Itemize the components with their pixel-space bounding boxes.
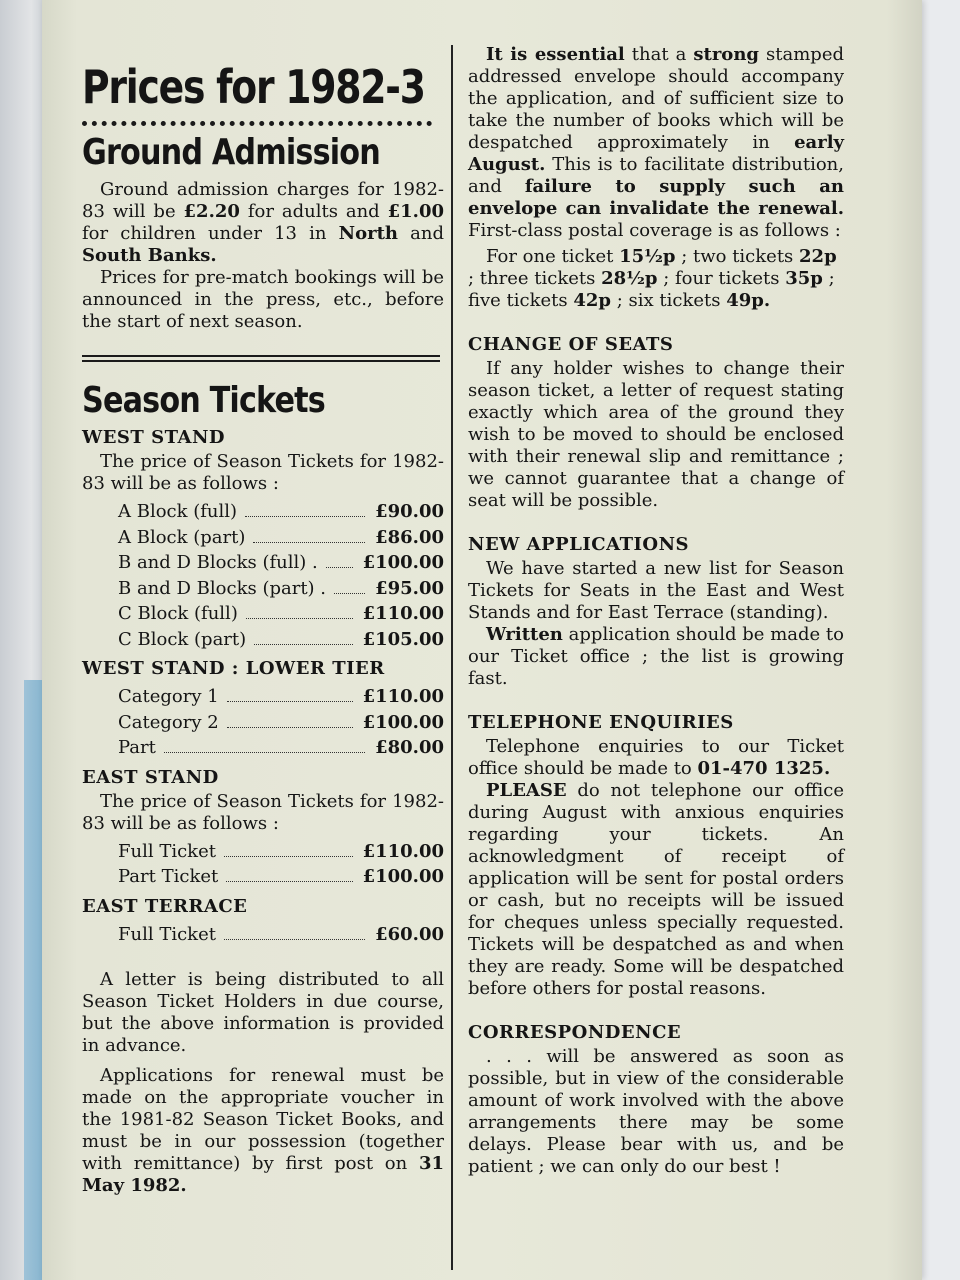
new-applications-heading: NEW APPLICATIONS [468,534,690,555]
telephone-enquiries-heading: TELEPHONE ENQUIRIES [468,712,734,733]
please-paragraph: PLEASE do not telephone our office during August with anxious enquiries regarding your tickets. An acknowledgment of receipt of application will be sent for postal orders or cash, but no receipts will be issued for cheques unless specially requested. Tickets will be despatched as and when they are ready. Some will be despatched before others for postal reasons. [468,780,844,999]
price-row: B and D Blocks (full) . £100.00 [118,552,444,574]
envelope-paragraph: It is essential that a strong stamped addressed envelope should accompany the application, and of sufficient size to take the number of books which will be despatched approximately in early August. This is to facilitate distribution, and failure to supply such an envelope can invalidate the renewal. First-class postal coverage is as follows : [468,44,844,241]
price-row: Full Ticket £60.00 [118,923,444,945]
price-row: Category 2 £100.00 [118,711,444,733]
west-stand-price-list [118,499,444,652]
east-terrace-heading: EAST TERRACE [82,895,248,917]
pre-match-paragraph: Prices for pre-match bookings will be announced in the press, etc., before the start of next season. [82,266,444,332]
right-column [468,44,844,1178]
telephone-paragraph: Telephone enquiries to our Ticket office should be made to 01-470 1325. [468,736,844,779]
change-of-seats-heading: CHANGE OF SEATS [468,334,674,355]
ground-admission-paragraph: Ground admission charges for 1982-83 will be £2.20 for adults and £1.00 for children under 13 in North and South Banks. [82,178,444,266]
correspondence-paragraph: . . . will be answered as soon as possible, but in view of the considerable amount of work involved with the above arrangements there may be some delays. Please bear with us, and be patient ; we can only do our best ! [468,1046,844,1177]
renewal-paragraph: Applications for renewal must be made on the appropriate voucher in the 1981-82 Season Ticket Books, and must be in our possession (together with remittance) by first post on 31 May 1982. [82,1065,444,1197]
correspondence-heading: CORRESPONDENCE [468,1022,682,1043]
left-column [82,62,444,1197]
lower-tier-heading: WEST STAND : LOWER TIER [82,658,385,680]
west-stand-intro: The price of Season Tickets for 1982-83 will be as follows : [82,451,444,495]
postal-rates [468,246,844,312]
price-row: B and D Blocks (part) . £95.00 [118,577,444,599]
east-stand-price-list [118,839,444,890]
east-terrace-price-list [118,922,444,948]
price-row: A Block (full) £90.00 [118,501,444,523]
letter-paragraph: A letter is being distributed to all Season Ticket Holders in due course, but the above information is provided in advance. [82,969,444,1057]
new-applications-paragraph: We have started a new list for Season Tickets for Seats in the East and West Stands and for East Terrace (standing). [468,558,844,623]
ground-admission-heading: Ground Admission [82,131,380,173]
price-row: Category 1 £110.00 [118,686,444,708]
east-stand-heading: EAST STAND [82,766,219,788]
price-row: C Block (full) £110.00 [118,603,444,625]
double-rule [82,355,440,362]
price-row: Part Ticket £100.00 [118,866,444,888]
dotted-rule [82,121,432,126]
price-row: A Block (part) £86.00 [118,526,444,548]
lower-tier-price-list [118,684,444,761]
postal-rates-text: For one ticket 15½p ; two tickets 22p ; three tickets 28½p ; four tickets 35p ; five tickets 42p ; six tickets 49p. [468,246,837,311]
price-row: Part £80.00 [118,737,444,759]
change-of-seats-paragraph: If any holder wishes to change their season ticket, a letter of request stating exactly which area of the ground they wish to be moved to should be enclosed with their renewal slip and remittance ; we cannot guarantee that a change of seat will be possible. [468,358,844,511]
written-application-paragraph: Written application should be made to our Ticket office ; the list is growing fast. [468,624,844,689]
column-divider [451,45,453,1270]
page-title: Prices for 1982-3 [82,60,425,114]
price-row: C Block (part) £105.00 [118,628,444,650]
price-row: Full Ticket £110.00 [118,840,444,862]
east-stand-intro: The price of Season Tickets for 1982-83 will be as follows : [82,790,444,834]
west-stand-heading: WEST STAND [82,427,226,449]
season-tickets-heading: Season Tickets [82,379,325,421]
